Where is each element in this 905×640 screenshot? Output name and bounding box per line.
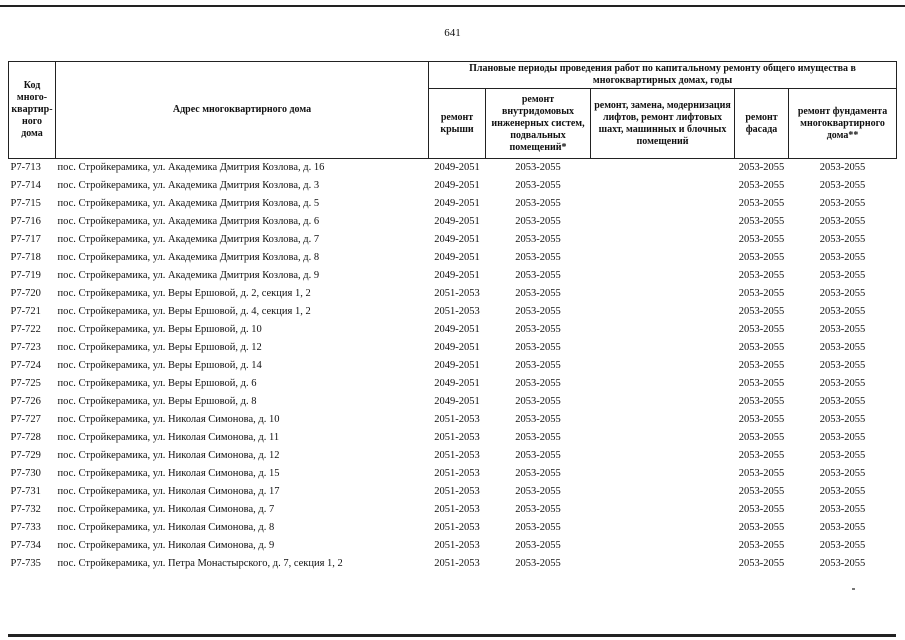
cell-code: Р7-734 (10, 540, 41, 551)
cell-facade: 2053-2055 (738, 360, 785, 371)
cell-lifts (591, 375, 735, 393)
cell-lifts (591, 501, 735, 519)
table-row (9, 393, 897, 411)
cell-lifts (591, 429, 735, 447)
cell-foundation: 2053-2055 (819, 468, 866, 479)
bottom-rule (8, 634, 896, 637)
table-row (9, 249, 897, 267)
cell-facade: 2053-2055 (738, 432, 785, 443)
cell-foundation: 2053-2055 (819, 216, 866, 227)
cell-systems: 2053-2055 (515, 216, 561, 227)
cell-roof: 2049-2051 (434, 234, 480, 245)
cell-foundation: 2053-2055 (819, 396, 866, 407)
cell-facade: 2053-2055 (738, 162, 785, 173)
cell-facade: 2053-2055 (738, 558, 785, 569)
cell-address: пос. Стройкерамика, ул. Николая Симонова, д. 15 (57, 468, 280, 479)
cell-roof: 2051-2053 (434, 468, 480, 479)
cell-code: Р7-735 (10, 558, 41, 569)
cell-roof: 2049-2051 (434, 216, 480, 227)
cell-roof: 2051-2053 (434, 540, 480, 551)
cell-code: Р7-728 (10, 432, 41, 443)
cell-facade: 2053-2055 (738, 252, 785, 263)
cell-lifts (591, 465, 735, 483)
cell-lifts (591, 393, 735, 411)
cell-code: Р7-732 (10, 504, 41, 515)
cell-roof: 2049-2051 (434, 180, 480, 191)
cell-systems: 2053-2055 (515, 468, 561, 479)
cell-roof: 2051-2053 (434, 450, 480, 461)
cell-lifts (591, 177, 735, 195)
cell-code: Р7-719 (10, 270, 41, 281)
cell-lifts (591, 213, 735, 231)
cell-systems: 2053-2055 (515, 162, 561, 173)
cell-systems: 2053-2055 (515, 360, 561, 371)
cell-foundation: 2053-2055 (819, 450, 866, 461)
cell-facade: 2053-2055 (738, 450, 785, 461)
cell-address: пос. Стройкерамика, ул. Петра Монастырского, д. 7, секция 1, 2 (57, 558, 343, 569)
cell-foundation: 2053-2055 (819, 306, 866, 317)
cell-foundation: 2053-2055 (819, 558, 866, 569)
cell-lifts (591, 195, 735, 213)
cell-systems: 2053-2055 (515, 324, 561, 335)
header-periods: Плановые периоды проведения работ по капитальному ремонту общего имущества в многоквартирных домах, годы (429, 62, 897, 89)
cell-foundation: 2053-2055 (819, 522, 866, 533)
cell-facade: 2053-2055 (738, 522, 785, 533)
cell-systems: 2053-2055 (515, 396, 561, 407)
cell-systems: 2053-2055 (515, 522, 561, 533)
table-row (9, 231, 897, 249)
cell-facade: 2053-2055 (738, 468, 785, 479)
header-address: Адрес многоквартирного дома (56, 62, 429, 159)
cell-facade: 2053-2055 (738, 216, 785, 227)
cell-address: пос. Стройкерамика, ул. Николая Симонова, д. 8 (57, 522, 275, 533)
cell-lifts (591, 555, 735, 573)
header-code: Код много-квартир-ного дома (9, 62, 56, 159)
cell-lifts (591, 519, 735, 537)
cell-foundation: 2053-2055 (819, 540, 866, 551)
cell-roof: 2049-2051 (434, 324, 480, 335)
top-rule (0, 5, 905, 7)
cell-foundation: 2053-2055 (819, 252, 866, 263)
table-row (9, 285, 897, 303)
cell-facade: 2053-2055 (738, 378, 785, 389)
cell-address: пос. Стройкерамика, ул. Веры Ершовой, д. 6 (57, 378, 257, 389)
cell-code: Р7-713 (10, 162, 41, 173)
cell-address: пос. Стройкерамика, ул. Академика Дмитрия Козлова, д. 6 (57, 216, 320, 227)
cell-systems: 2053-2055 (515, 234, 561, 245)
cell-code: Р7-722 (10, 324, 41, 335)
cell-lifts (591, 303, 735, 321)
cell-roof: 2051-2053 (434, 558, 480, 569)
cell-foundation: 2053-2055 (819, 378, 866, 389)
header-roof: ремонт крыши (429, 89, 486, 159)
cell-foundation: 2053-2055 (819, 486, 866, 497)
scan-speck (852, 588, 855, 590)
table-row (9, 357, 897, 375)
cell-foundation: 2053-2055 (819, 162, 866, 173)
table-row (9, 537, 897, 555)
cell-facade: 2053-2055 (738, 180, 785, 191)
cell-systems: 2053-2055 (515, 414, 561, 425)
cell-lifts (591, 357, 735, 375)
page-number: 641 (444, 27, 461, 39)
cell-roof: 2049-2051 (434, 162, 480, 173)
cell-foundation: 2053-2055 (819, 180, 866, 191)
cell-lifts (591, 249, 735, 267)
cell-lifts (591, 411, 735, 429)
cell-roof: 2051-2053 (434, 486, 480, 497)
cell-lifts (591, 231, 735, 249)
cell-systems: 2053-2055 (515, 486, 561, 497)
cell-address: пос. Стройкерамика, ул. Академика Дмитрия Козлова, д. 7 (57, 234, 320, 245)
cell-address: пос. Стройкерамика, ул. Николая Симонова, д. 12 (57, 450, 280, 461)
cell-foundation: 2053-2055 (819, 270, 866, 281)
cell-foundation: 2053-2055 (819, 324, 866, 335)
table-row (9, 339, 897, 357)
table-row (9, 177, 897, 195)
cell-lifts (591, 483, 735, 501)
cell-address: пос. Стройкерамика, ул. Веры Ершовой, д. 14 (57, 360, 262, 371)
cell-facade: 2053-2055 (738, 396, 785, 407)
cell-facade: 2053-2055 (738, 198, 785, 209)
cell-systems: 2053-2055 (515, 378, 561, 389)
cell-address: пос. Стройкерамика, ул. Академика Дмитрия Козлова, д. 16 (57, 162, 325, 173)
cell-code: Р7-733 (10, 522, 41, 533)
cell-lifts (591, 285, 735, 303)
cell-systems: 2053-2055 (515, 504, 561, 515)
cell-facade: 2053-2055 (738, 270, 785, 281)
cell-systems: 2053-2055 (515, 180, 561, 191)
table-row (9, 555, 897, 573)
cell-systems: 2053-2055 (515, 306, 561, 317)
capital-repair-table (8, 61, 897, 573)
cell-facade: 2053-2055 (738, 504, 785, 515)
header-lifts: ремонт, замена, модернизация лифтов, ремонт лифтовых шахт, машинных и блочных помещений (591, 89, 735, 159)
cell-roof: 2049-2051 (434, 252, 480, 263)
cell-address: пос. Стройкерамика, ул. Николая Симонова, д. 7 (57, 504, 275, 515)
cell-address: пос. Стройкерамика, ул. Академика Дмитрия Козлова, д. 8 (57, 252, 320, 263)
cell-code: Р7-724 (10, 360, 41, 371)
header-facade: ремонт фасада (735, 89, 789, 159)
cell-lifts (591, 447, 735, 465)
cell-lifts (591, 267, 735, 285)
table-row (9, 159, 897, 178)
cell-code: Р7-723 (10, 342, 41, 353)
cell-code: Р7-725 (10, 378, 41, 389)
cell-address: пос. Стройкерамика, ул. Веры Ершовой, д. 10 (57, 324, 262, 335)
table-row (9, 411, 897, 429)
cell-roof: 2049-2051 (434, 270, 480, 281)
cell-foundation: 2053-2055 (819, 360, 866, 371)
header-systems: ремонт внутридомовых инженерных систем, подвальных помещений* (486, 89, 591, 159)
table-row (9, 303, 897, 321)
cell-foundation: 2053-2055 (819, 288, 866, 299)
cell-roof: 2051-2053 (434, 288, 480, 299)
cell-address: пос. Стройкерамика, ул. Веры Ершовой, д. 4, секция 1, 2 (57, 306, 311, 317)
cell-address: пос. Стройкерамика, ул. Академика Дмитрия Козлова, д. 3 (57, 180, 320, 191)
cell-code: Р7-726 (10, 396, 41, 407)
cell-systems: 2053-2055 (515, 558, 561, 569)
cell-systems: 2053-2055 (515, 270, 561, 281)
cell-roof: 2051-2053 (434, 414, 480, 425)
table-body (9, 159, 897, 574)
cell-roof: 2049-2051 (434, 396, 480, 407)
cell-roof: 2051-2053 (434, 306, 480, 317)
cell-address: пос. Стройкерамика, ул. Николая Симонова, д. 17 (57, 486, 280, 497)
cell-systems: 2053-2055 (515, 450, 561, 461)
cell-roof: 2049-2051 (434, 378, 480, 389)
table-row (9, 429, 897, 447)
cell-facade: 2053-2055 (738, 486, 785, 497)
cell-address: пос. Стройкерамика, ул. Веры Ершовой, д. 8 (57, 396, 257, 407)
cell-lifts (591, 159, 735, 178)
cell-code: Р7-729 (10, 450, 41, 461)
cell-lifts (591, 339, 735, 357)
table-row (9, 501, 897, 519)
cell-address: пос. Стройкерамика, ул. Николая Симонова, д. 11 (57, 432, 280, 443)
cell-systems: 2053-2055 (515, 288, 561, 299)
cell-code: Р7-717 (10, 234, 41, 245)
cell-facade: 2053-2055 (738, 288, 785, 299)
cell-facade: 2053-2055 (738, 306, 785, 317)
cell-foundation: 2053-2055 (819, 342, 866, 353)
cell-foundation: 2053-2055 (819, 414, 866, 425)
table-row (9, 375, 897, 393)
cell-roof: 2051-2053 (434, 432, 480, 443)
cell-facade: 2053-2055 (738, 540, 785, 551)
cell-address: пос. Стройкерамика, ул. Веры Ершовой, д. 2, секция 1, 2 (57, 288, 311, 299)
cell-systems: 2053-2055 (515, 432, 561, 443)
cell-roof: 2049-2051 (434, 360, 480, 371)
cell-systems: 2053-2055 (515, 540, 561, 551)
cell-facade: 2053-2055 (738, 342, 785, 353)
cell-foundation: 2053-2055 (819, 432, 866, 443)
cell-code: Р7-715 (10, 198, 41, 209)
cell-systems: 2053-2055 (515, 198, 561, 209)
cell-systems: 2053-2055 (515, 252, 561, 263)
cell-code: Р7-720 (10, 288, 41, 299)
cell-code: Р7-721 (10, 306, 41, 317)
cell-address: пос. Стройкерамика, ул. Академика Дмитрия Козлова, д. 5 (57, 198, 320, 209)
cell-systems: 2053-2055 (515, 342, 561, 353)
cell-roof: 2051-2053 (434, 522, 480, 533)
table-row (9, 267, 897, 285)
table-row (9, 321, 897, 339)
cell-lifts (591, 537, 735, 555)
header-foundation: ремонт фундамента многоквартирного дома** (789, 89, 897, 159)
cell-address: пос. Стройкерамика, ул. Николая Симонова, д. 9 (57, 540, 275, 551)
cell-address: пос. Стройкерамика, ул. Веры Ершовой, д. 12 (57, 342, 262, 353)
cell-code: Р7-718 (10, 252, 41, 263)
cell-roof: 2051-2053 (434, 504, 480, 515)
cell-foundation: 2053-2055 (819, 198, 866, 209)
table-row (9, 213, 897, 231)
cell-foundation: 2053-2055 (819, 504, 866, 515)
cell-code: Р7-731 (10, 486, 41, 497)
table-row (9, 195, 897, 213)
cell-address: пос. Стройкерамика, ул. Академика Дмитрия Козлова, д. 9 (57, 270, 320, 281)
cell-facade: 2053-2055 (738, 234, 785, 245)
table-row (9, 483, 897, 501)
table-row (9, 447, 897, 465)
cell-code: Р7-727 (10, 414, 41, 425)
cell-facade: 2053-2055 (738, 414, 785, 425)
cell-roof: 2049-2051 (434, 198, 480, 209)
cell-address: пос. Стройкерамика, ул. Николая Симонова, д. 10 (57, 414, 280, 425)
cell-lifts (591, 321, 735, 339)
table-row (9, 519, 897, 537)
cell-roof: 2049-2051 (434, 342, 480, 353)
cell-code: Р7-730 (10, 468, 41, 479)
cell-code: Р7-716 (10, 216, 41, 227)
cell-code: Р7-714 (10, 180, 41, 191)
table-row (9, 465, 897, 483)
cell-foundation: 2053-2055 (819, 234, 866, 245)
cell-facade: 2053-2055 (738, 324, 785, 335)
